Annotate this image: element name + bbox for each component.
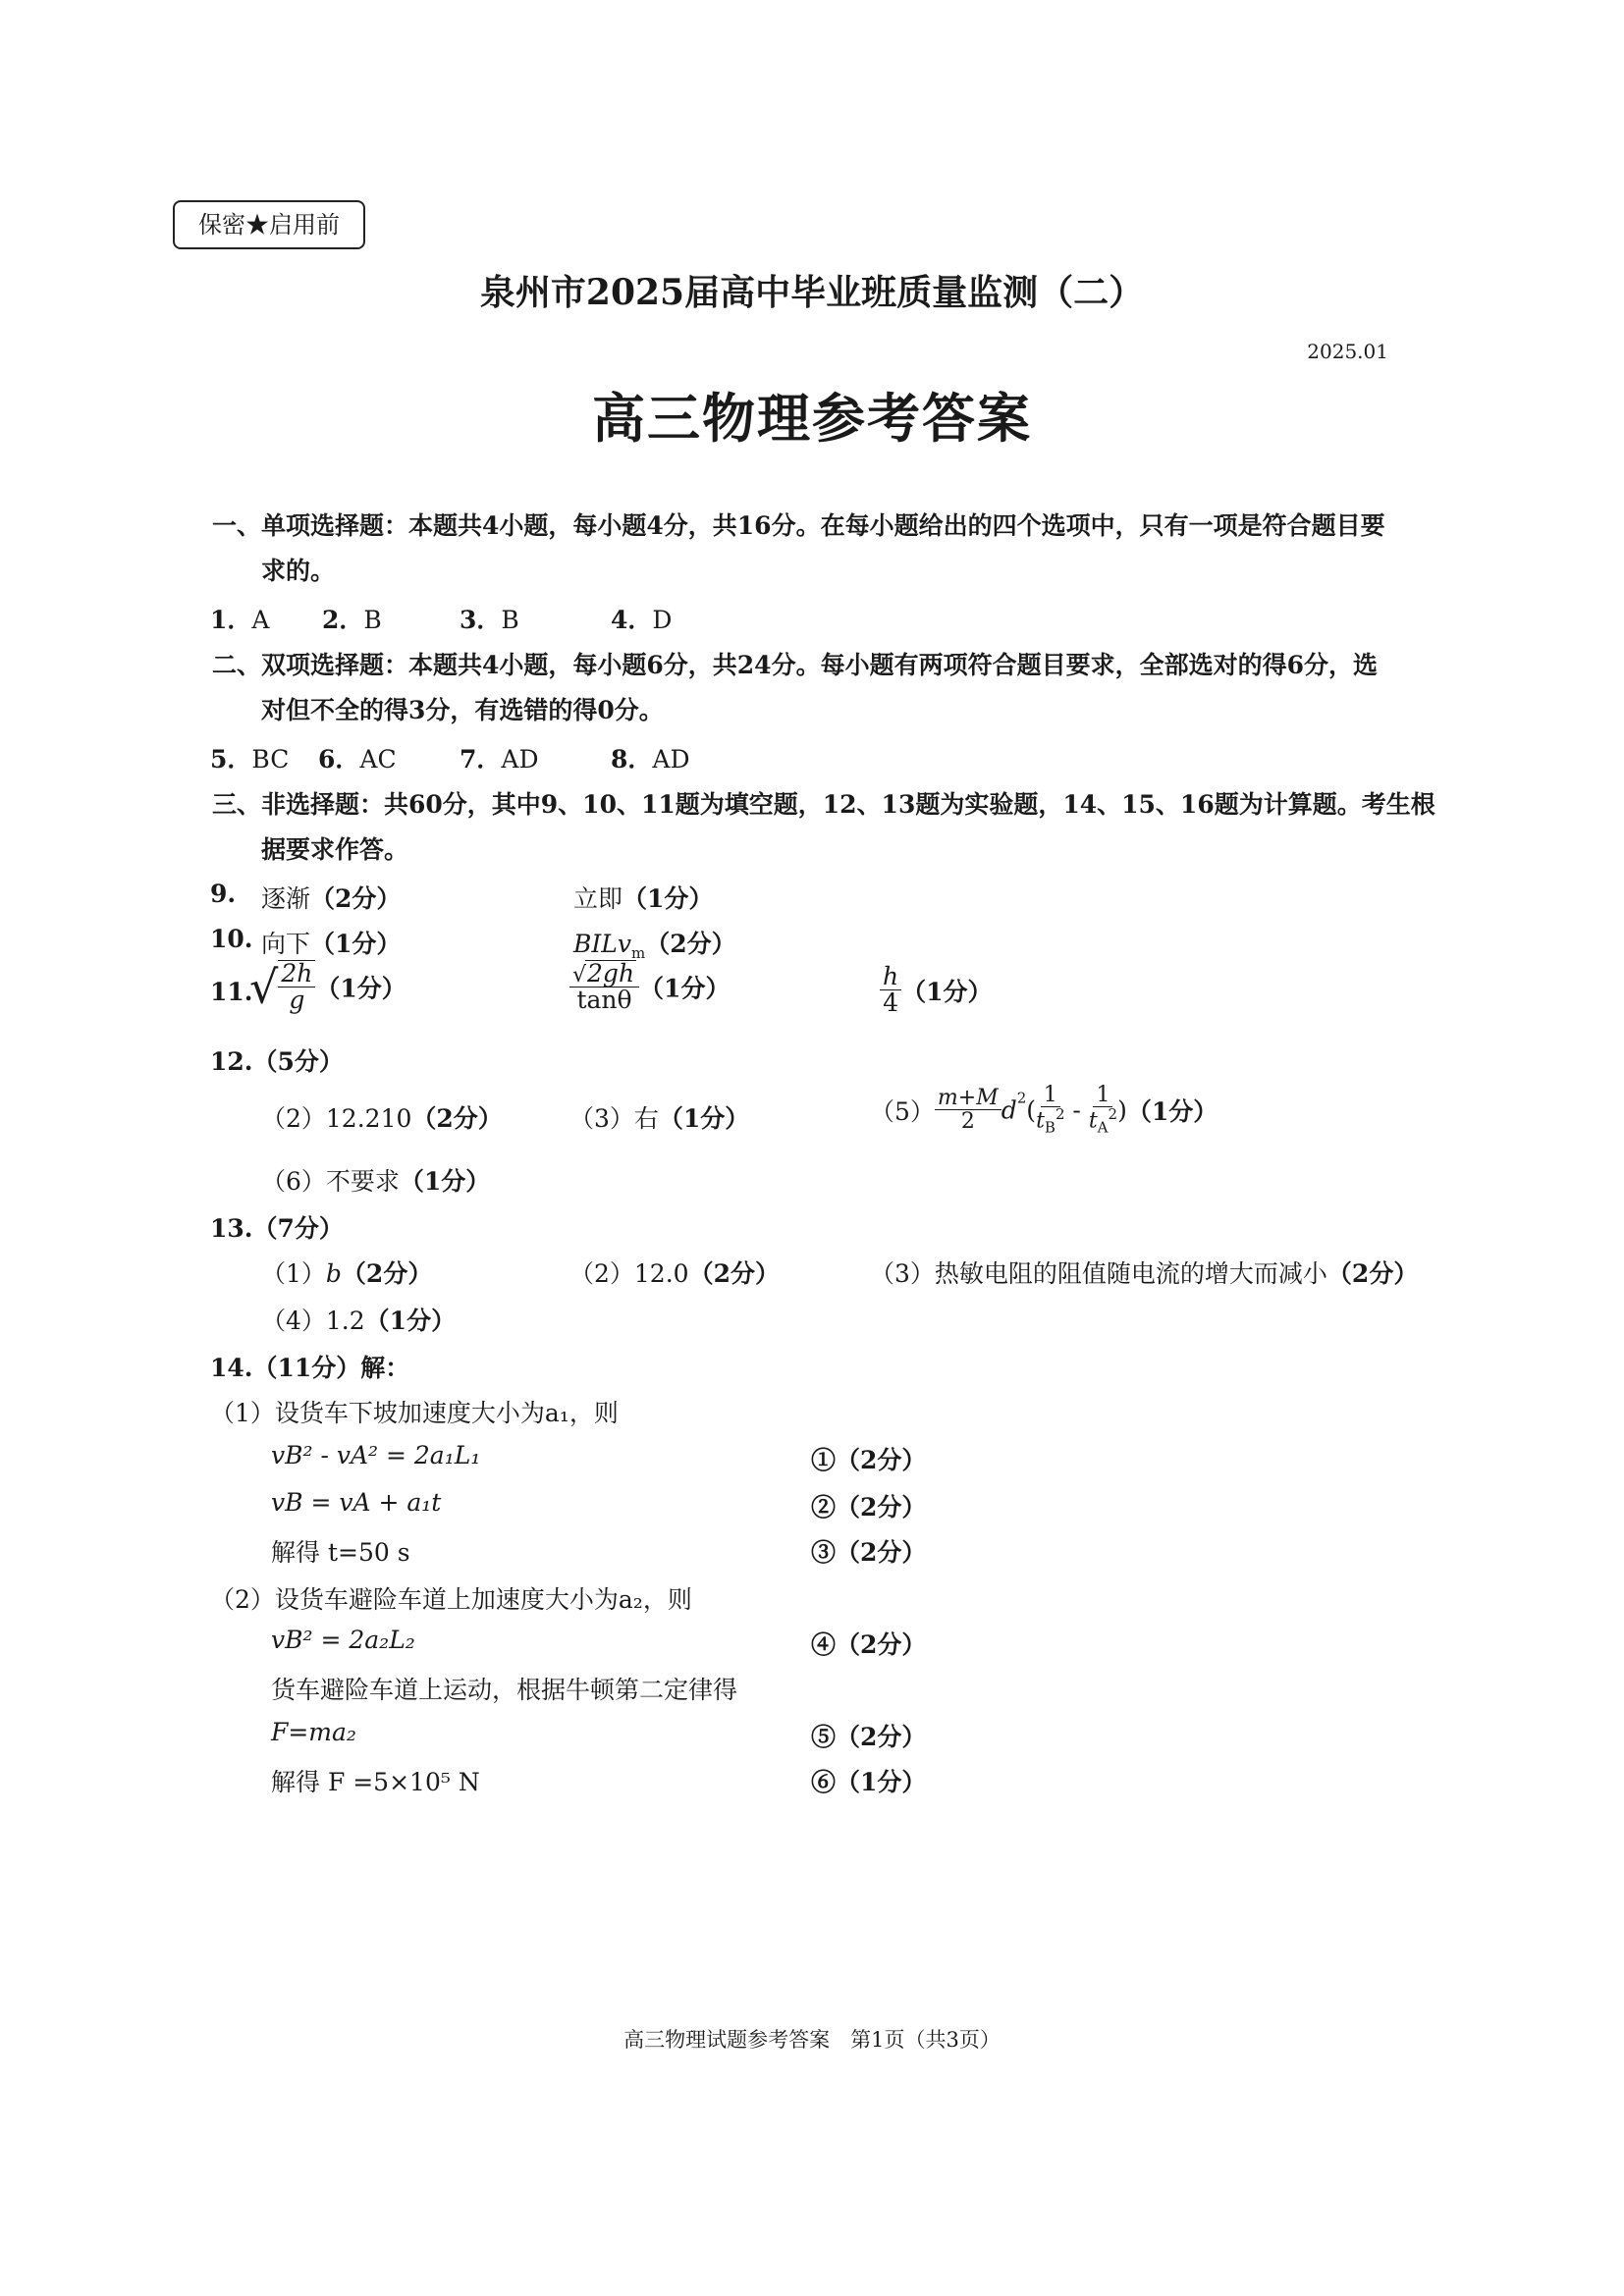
answer-item-1: 1．A [210, 606, 270, 634]
q14-eq5: F=ma₂ [271, 1718, 356, 1746]
answer-item-4: 4．D [611, 606, 673, 634]
q14-eq6: 解得 F =5×10⁵ N [271, 1768, 480, 1796]
q11-answer-a: √ $\frac{2h}{g}$ （1分） [249, 959, 406, 1015]
exam-date: 2025.01 [1307, 340, 1388, 363]
q12-part2: （2）12.210（2分） [261, 1104, 503, 1133]
q14-eq1: vB² - vA² = 2a₁L₁ [271, 1441, 481, 1469]
q13-part2: （2）12.0（2分） [569, 1259, 780, 1288]
q9-answer-b: 立即（1分） [573, 884, 714, 913]
answer-item-3: 3．B [460, 606, 519, 634]
section2-instructions-line2: 对但不全的得3分，有选错的得0分。 [261, 696, 664, 724]
q10-answer-a: 向下（1分） [261, 930, 402, 958]
section3-instructions-line2: 据要求作答。 [261, 835, 409, 864]
answer-key-title: 高三物理参考答案 [592, 387, 1032, 450]
q14-eq5-score: ⑤（2分） [811, 1723, 927, 1751]
q11-answer-c: $\frac{h}{4}$ （1分） [880, 964, 993, 1017]
section1-instructions-line1: 一、单项选择题：本题共4小题，每小题4分，共16分。在每小题给出的四个选项中，只有一项是符合题目要 [212, 511, 1385, 540]
q10-answer-b: BILv$_m$（2分） [573, 930, 736, 962]
section2-instructions-line1: 二、双项选择题：本题共4小题，每小题6分，共24分。每小题有两项符合题目要求，全部选对的得6分，选 [212, 651, 1378, 679]
q12-header: 12.（5分） [210, 1047, 344, 1076]
q9-number: 9. [210, 880, 237, 908]
exam-title: 泉州市2025届高中毕业班质量监测（二） [479, 272, 1145, 313]
q14-eq3: 解得 t=50 s [271, 1538, 410, 1567]
q14-part2-intro: （2）设货车避险车道上加速度大小为a₂，则 [210, 1585, 692, 1614]
q12-part6: （6）不要求（1分） [261, 1167, 491, 1196]
q11-answer-b: $\frac{√2gh}{\tan\theta}$ （1分） [569, 960, 730, 1014]
answer-item-7: 7．AD [460, 745, 539, 774]
q14-eq3-score: ③（2分） [811, 1538, 927, 1567]
q14-eq4-score: ④（2分） [811, 1630, 927, 1659]
q9-answer-a: 逐渐（2分） [261, 884, 402, 913]
q14-header: 14.（11分）解： [210, 1354, 410, 1382]
q12-part3: （3）右（1分） [569, 1104, 750, 1133]
q14-newton-text: 货车避险车道上运动，根据牛顿第二定律得 [271, 1676, 738, 1704]
answer-item-5: 5．BC [210, 745, 290, 774]
q13-header: 13.（7分） [210, 1214, 344, 1243]
q13-part1: （1）b（2分） [261, 1259, 433, 1288]
q14-eq1-score: ①（2分） [811, 1446, 927, 1474]
q10-number: 10. [210, 925, 253, 953]
answer-item-6: 6．AC [318, 745, 397, 774]
answer-item-2: 2．B [322, 606, 382, 634]
q14-eq4: vB² = 2a₂L₂ [271, 1626, 415, 1654]
page-footer: 高三物理试题参考答案 第1页（共3页） [623, 2028, 1001, 2052]
q11-number: 11. [210, 978, 253, 1006]
q14-eq2: vB = vA + a₁t [271, 1488, 442, 1517]
q14-eq6-score: ⑥（1分） [811, 1768, 927, 1796]
confidential-badge: 保密★启用前 [173, 200, 365, 249]
q14-part1-intro: （1）设货车下坡加速度大小为a₁，则 [210, 1399, 619, 1427]
q14-eq2-score: ②（2分） [811, 1493, 927, 1522]
q13-part4: （4）1.2（1分） [261, 1307, 457, 1335]
section1-instructions-line2: 求的。 [261, 557, 336, 585]
section3-instructions-line1: 三、非选择题：共60分，其中9、10、11题为填空题，12、13题为实验题，14、15、16题为计算题。考生根 [212, 790, 1435, 819]
q12-part5: （5） $\frac{m+M}{2}$ $d^2$( $\frac{1}{t_B^2}$ - $\frac{1}{t_A^2}$ )（1分） [870, 1083, 1218, 1137]
q13-part3: （3）热敏电阻的阻值随电流的增大而减小（2分） [870, 1259, 1419, 1288]
answer-item-8: 8．AD [611, 745, 690, 774]
